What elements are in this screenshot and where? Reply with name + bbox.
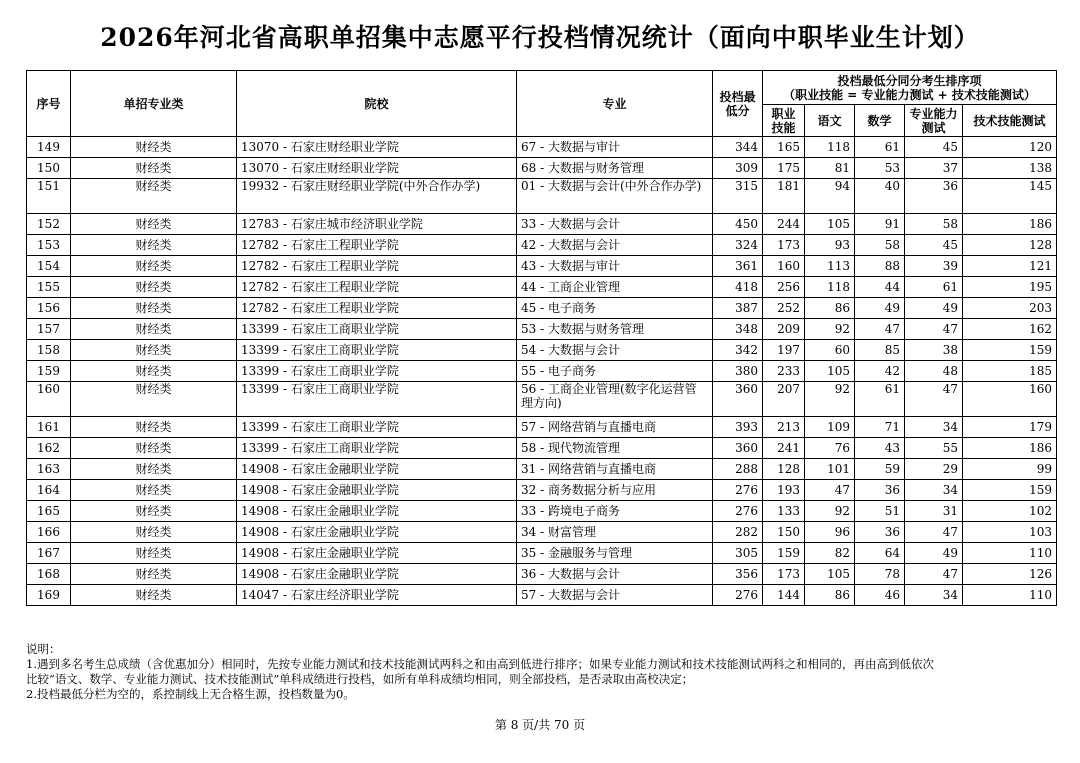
cell-prof-test: 37 [905,158,963,179]
cell-vocational: 165 [763,137,805,158]
cell-major: 67 - 大数据与审计 [517,137,713,158]
cell-major: 56 - 工商企业管理(数字化运营管理方向) [517,382,713,417]
cell-min-score: 356 [713,564,763,585]
cell-min-score: 393 [713,417,763,438]
cell-chinese: 92 [805,501,855,522]
cell-major: 43 - 大数据与审计 [517,256,713,277]
cell-category: 财经类 [71,277,237,298]
header-rank-formula: （职业技能 = 专业能力测试 + 技术技能测试） [783,87,1036,102]
page-footer: 第 8 页/共 70 页 [494,718,586,732]
cell-prof-test: 36 [905,179,963,214]
cell-vocational: 175 [763,158,805,179]
cell-tech-test: 162 [963,319,1057,340]
page-title: 2026年河北省高职单招集中志愿平行投档情况统计（面向中职毕业生计划） [100,23,980,52]
cell-vocational: 209 [763,319,805,340]
cell-tech-test: 138 [963,158,1057,179]
cell-school: 13399 - 石家庄工商职业学院 [237,417,517,438]
cell-category: 财经类 [71,501,237,522]
header-vocational: 职业技能 [763,105,805,137]
cell-min-score: 361 [713,256,763,277]
notes-line-1: 1.遇到多名考生总成绩（含优惠加分）相同时，先按专业能力测试和技术技能测试两科之和由高到低进行排序；如果专业能力测试和技术技能测试两科之和相同的，再由高到低依次 [26,657,934,671]
cell-min-score: 344 [713,137,763,158]
cell-seq: 166 [27,522,71,543]
cell-tech-test: 126 [963,564,1057,585]
cell-seq: 152 [27,214,71,235]
cell-school: 14908 - 石家庄金融职业学院 [237,522,517,543]
cell-category: 财经类 [71,298,237,319]
header-category: 单招专业类 [71,71,237,137]
cell-chinese: 92 [805,319,855,340]
cell-math: 61 [855,137,905,158]
cell-vocational: 241 [763,438,805,459]
cell-category: 财经类 [71,158,237,179]
cell-math: 64 [855,543,905,564]
cell-seq: 156 [27,298,71,319]
cell-school: 13070 - 石家庄财经职业学院 [237,158,517,179]
cell-vocational: 213 [763,417,805,438]
cell-tech-test: 186 [963,214,1057,235]
cell-tech-test: 121 [963,256,1057,277]
cell-tech-test: 99 [963,459,1057,480]
cell-vocational: 207 [763,382,805,417]
cell-chinese: 76 [805,438,855,459]
cell-category: 财经类 [71,564,237,585]
header-rank-title: 投档最低分同分考生排序项 [837,73,982,88]
cell-tech-test: 103 [963,522,1057,543]
cell-major: 57 - 大数据与会计 [517,585,713,606]
cell-math: 40 [855,179,905,214]
cell-vocational: 150 [763,522,805,543]
cell-vocational: 144 [763,585,805,606]
cell-prof-test: 47 [905,382,963,417]
cell-category: 财经类 [71,480,237,501]
table-row [27,340,1057,361]
cell-min-score: 305 [713,543,763,564]
cell-school: 12782 - 石家庄工程职业学院 [237,277,517,298]
cell-prof-test: 34 [905,480,963,501]
cell-prof-test: 31 [905,501,963,522]
header-tech-test: 技术技能测试 [963,105,1057,137]
cell-vocational: 193 [763,480,805,501]
cell-major: 33 - 大数据与会计 [517,214,713,235]
cell-school: 12782 - 石家庄工程职业学院 [237,235,517,256]
header-seq: 序号 [27,71,71,137]
cell-math: 91 [855,214,905,235]
cell-tech-test: 120 [963,137,1057,158]
cell-prof-test: 49 [905,298,963,319]
cell-math: 85 [855,340,905,361]
cell-major: 36 - 大数据与会计 [517,564,713,585]
cell-major: 44 - 工商企业管理 [517,277,713,298]
cell-prof-test: 45 [905,235,963,256]
table-row [27,459,1057,480]
cell-math: 49 [855,298,905,319]
cell-min-score: 360 [713,438,763,459]
cell-vocational: 233 [763,361,805,382]
cell-prof-test: 39 [905,256,963,277]
cell-chinese: 118 [805,277,855,298]
cell-chinese: 101 [805,459,855,480]
cell-category: 财经类 [71,417,237,438]
cell-prof-test: 47 [905,319,963,340]
cell-min-score: 276 [713,585,763,606]
table-row [27,417,1057,438]
cell-vocational: 252 [763,298,805,319]
cell-tech-test: 145 [963,179,1057,214]
cell-math: 71 [855,417,905,438]
cell-tech-test: 128 [963,235,1057,256]
cell-seq: 155 [27,277,71,298]
cell-chinese: 118 [805,137,855,158]
cell-vocational: 181 [763,179,805,214]
cell-vocational: 173 [763,564,805,585]
cell-seq: 157 [27,319,71,340]
cell-min-score: 276 [713,480,763,501]
cell-vocational: 197 [763,340,805,361]
cell-seq: 151 [27,179,71,214]
cell-prof-test: 47 [905,564,963,585]
cell-prof-test: 45 [905,137,963,158]
cell-math: 36 [855,480,905,501]
cell-category: 财经类 [71,256,237,277]
table-row [27,214,1057,235]
cell-tech-test: 179 [963,417,1057,438]
table-row [27,501,1057,522]
cell-seq: 158 [27,340,71,361]
table-row [27,137,1057,158]
table-row [27,319,1057,340]
cell-school: 12782 - 石家庄工程职业学院 [237,298,517,319]
cell-category: 财经类 [71,137,237,158]
cell-vocational: 244 [763,214,805,235]
cell-chinese: 81 [805,158,855,179]
cell-tech-test: 159 [963,480,1057,501]
cell-category: 财经类 [71,340,237,361]
header-prof-test: 专业能力测试 [905,105,963,137]
cell-math: 36 [855,522,905,543]
cell-seq: 153 [27,235,71,256]
cell-seq: 169 [27,585,71,606]
cell-major: 32 - 商务数据分析与应用 [517,480,713,501]
cell-min-score: 450 [713,214,763,235]
cell-seq: 165 [27,501,71,522]
cell-vocational: 159 [763,543,805,564]
cell-chinese: 86 [805,585,855,606]
cell-tech-test: 203 [963,298,1057,319]
table-row [27,438,1057,459]
cell-chinese: 47 [805,480,855,501]
cell-math: 43 [855,438,905,459]
cell-chinese: 113 [805,256,855,277]
cell-school: 13399 - 石家庄工商职业学院 [237,382,517,417]
cell-tech-test: 186 [963,438,1057,459]
cell-major: 68 - 大数据与财务管理 [517,158,713,179]
cell-seq: 149 [27,137,71,158]
table-row [27,298,1057,319]
header-chinese: 语文 [805,105,855,137]
cell-chinese: 105 [805,361,855,382]
cell-min-score: 387 [713,298,763,319]
cell-tech-test: 160 [963,382,1057,417]
cell-category: 财经类 [71,235,237,256]
table-row [27,361,1057,382]
cell-prof-test: 38 [905,340,963,361]
table-row [27,522,1057,543]
cell-chinese: 109 [805,417,855,438]
cell-chinese: 82 [805,543,855,564]
cell-major: 33 - 跨境电子商务 [517,501,713,522]
cell-major: 57 - 网络营销与直播电商 [517,417,713,438]
table-row [27,543,1057,564]
cell-tech-test: 110 [963,543,1057,564]
cell-school: 14047 - 石家庄经济职业学院 [237,585,517,606]
cell-category: 财经类 [71,585,237,606]
cell-chinese: 60 [805,340,855,361]
cell-school: 14908 - 石家庄金融职业学院 [237,564,517,585]
cell-school: 14908 - 石家庄金融职业学院 [237,459,517,480]
cell-prof-test: 58 [905,214,963,235]
cell-seq: 167 [27,543,71,564]
cell-math: 61 [855,382,905,417]
cell-major: 55 - 电子商务 [517,361,713,382]
cell-school: 12782 - 石家庄工程职业学院 [237,256,517,277]
cell-min-score: 309 [713,158,763,179]
cell-category: 财经类 [71,543,237,564]
header-math: 数学 [855,105,905,137]
cell-seq: 159 [27,361,71,382]
cell-min-score: 282 [713,522,763,543]
cell-min-score: 324 [713,235,763,256]
header-min-score: 投档最低分 [713,71,763,137]
cell-category: 财经类 [71,438,237,459]
cell-math: 47 [855,319,905,340]
cell-math: 51 [855,501,905,522]
cell-tech-test: 195 [963,277,1057,298]
cell-chinese: 105 [805,214,855,235]
cell-math: 88 [855,256,905,277]
cell-major: 45 - 电子商务 [517,298,713,319]
cell-seq: 168 [27,564,71,585]
cell-min-score: 288 [713,459,763,480]
cell-math: 44 [855,277,905,298]
cell-category: 财经类 [71,382,237,417]
cell-school: 12783 - 石家庄城市经济职业学院 [237,214,517,235]
notes-heading: 说明： [26,642,61,656]
cell-category: 财经类 [71,361,237,382]
cell-major: 42 - 大数据与会计 [517,235,713,256]
cell-prof-test: 47 [905,522,963,543]
cell-category: 财经类 [71,214,237,235]
cell-school: 13399 - 石家庄工商职业学院 [237,361,517,382]
cell-chinese: 96 [805,522,855,543]
cell-prof-test: 55 [905,438,963,459]
table-row [27,179,1057,214]
notes [26,642,1066,702]
cell-tech-test: 110 [963,585,1057,606]
cell-seq: 161 [27,417,71,438]
cell-seq: 164 [27,480,71,501]
cell-school: 13399 - 石家庄工商职业学院 [237,319,517,340]
cell-min-score: 276 [713,501,763,522]
cell-major: 31 - 网络营销与直播电商 [517,459,713,480]
cell-min-score: 380 [713,361,763,382]
cell-chinese: 93 [805,235,855,256]
cell-tech-test: 102 [963,501,1057,522]
table-row [27,256,1057,277]
admission-table [26,70,1057,606]
cell-school: 14908 - 石家庄金融职业学院 [237,543,517,564]
cell-prof-test: 48 [905,361,963,382]
table-row [27,585,1057,606]
cell-min-score: 418 [713,277,763,298]
cell-math: 46 [855,585,905,606]
cell-seq: 160 [27,382,71,417]
cell-vocational: 160 [763,256,805,277]
cell-vocational: 173 [763,235,805,256]
cell-chinese: 105 [805,564,855,585]
cell-min-score: 315 [713,179,763,214]
cell-prof-test: 49 [905,543,963,564]
cell-category: 财经类 [71,179,237,214]
table-row [27,277,1057,298]
cell-seq: 162 [27,438,71,459]
cell-tech-test: 185 [963,361,1057,382]
cell-vocational: 256 [763,277,805,298]
header-school: 院校 [237,71,517,137]
cell-vocational: 133 [763,501,805,522]
cell-school: 13399 - 石家庄工商职业学院 [237,438,517,459]
cell-math: 53 [855,158,905,179]
cell-prof-test: 61 [905,277,963,298]
notes-line-3: 2.投档最低分栏为空的，系控制线上无合格生源，投档数量为0。 [26,687,355,701]
cell-seq: 150 [27,158,71,179]
cell-major: 34 - 财富管理 [517,522,713,543]
cell-math: 58 [855,235,905,256]
cell-prof-test: 34 [905,585,963,606]
cell-seq: 163 [27,459,71,480]
cell-category: 财经类 [71,459,237,480]
table-row [27,158,1057,179]
cell-prof-test: 34 [905,417,963,438]
cell-school: 14908 - 石家庄金融职业学院 [237,480,517,501]
notes-line-2: 比较“语文、数学、专业能力测试、技术技能测试”单科成绩进行投档，如所有单科成绩均相同，则全部投档，是否录取由高校决定； [26,672,694,686]
header-major: 专业 [517,71,713,137]
cell-seq: 154 [27,256,71,277]
table-row [27,382,1057,417]
cell-math: 42 [855,361,905,382]
cell-math: 59 [855,459,905,480]
cell-major: 58 - 现代物流管理 [517,438,713,459]
cell-tech-test: 159 [963,340,1057,361]
cell-school: 13399 - 石家庄工商职业学院 [237,340,517,361]
cell-chinese: 94 [805,179,855,214]
cell-math: 78 [855,564,905,585]
cell-vocational: 128 [763,459,805,480]
cell-school: 19932 - 石家庄财经职业学院(中外合作办学) [237,179,517,214]
cell-school: 14908 - 石家庄金融职业学院 [237,501,517,522]
cell-major: 54 - 大数据与会计 [517,340,713,361]
cell-major: 01 - 大数据与会计(中外合作办学) [517,179,713,214]
table-row [27,564,1057,585]
cell-chinese: 92 [805,382,855,417]
cell-school: 13070 - 石家庄财经职业学院 [237,137,517,158]
cell-min-score: 348 [713,319,763,340]
table-row [27,235,1057,256]
cell-min-score: 342 [713,340,763,361]
table-row [27,480,1057,501]
cell-category: 财经类 [71,319,237,340]
header-rank-group [763,71,1057,105]
cell-category: 财经类 [71,522,237,543]
cell-min-score: 360 [713,382,763,417]
cell-chinese: 86 [805,298,855,319]
cell-major: 53 - 大数据与财务管理 [517,319,713,340]
cell-prof-test: 29 [905,459,963,480]
cell-major: 35 - 金融服务与管理 [517,543,713,564]
